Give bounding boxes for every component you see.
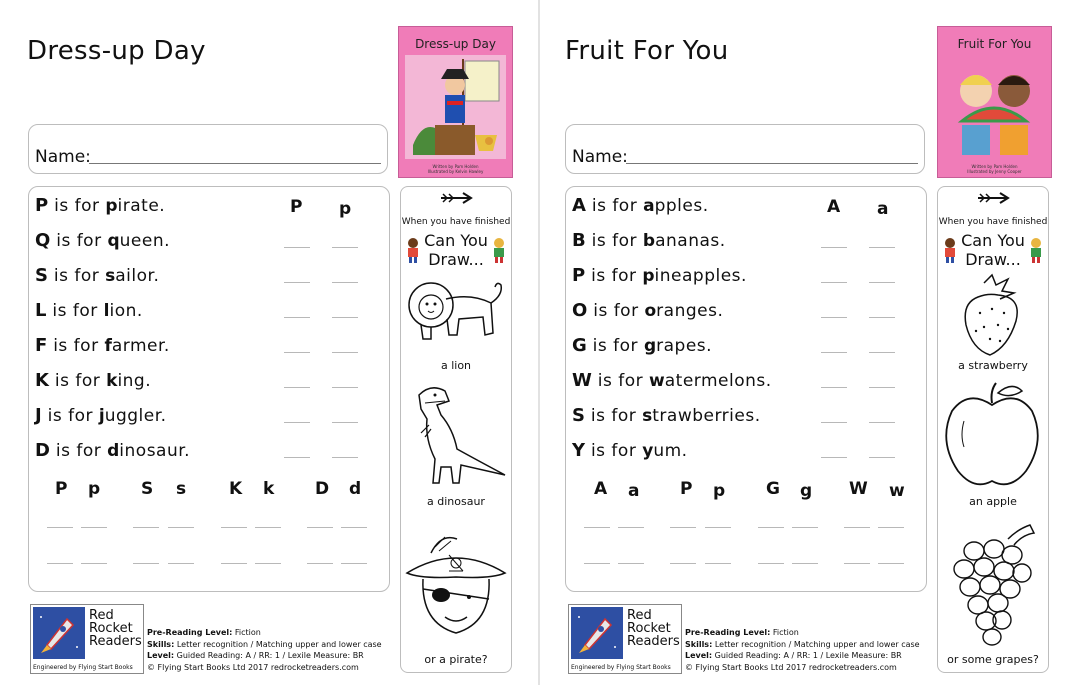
sentence-text: is for	[47, 336, 105, 356]
match-letter: p	[88, 479, 101, 499]
match-letter: w	[889, 481, 905, 501]
picture-caption: a dinosaur	[427, 495, 485, 508]
worksheet-title: Dress-up Day	[27, 36, 206, 66]
sentence-row	[35, 265, 159, 289]
strawberry-illustration	[938, 273, 1048, 359]
match-letter: p	[713, 481, 726, 501]
match-letter: K	[229, 479, 243, 499]
word-rest: irate.	[117, 196, 166, 216]
logo-readers: Readers	[627, 634, 680, 649]
answer-blank[interactable]	[221, 563, 247, 564]
sentence-row	[572, 440, 688, 464]
sentence-text: is for	[591, 371, 650, 391]
word-initial: b	[642, 231, 656, 251]
sentence-letter: O	[572, 300, 588, 321]
logo-red: Red	[627, 608, 652, 623]
match-letter: G	[766, 479, 780, 499]
word-initial: o	[644, 301, 657, 321]
sentence-text: is for	[48, 371, 107, 391]
name-box	[28, 124, 388, 174]
word-rest: ineapples.	[654, 266, 747, 286]
answer-blank[interactable]	[869, 387, 895, 388]
answer-blank[interactable]	[869, 457, 895, 458]
book-info	[147, 627, 382, 673]
logo-rocket: Rocket	[627, 621, 671, 636]
sentence-row	[35, 370, 151, 394]
match-letter: P	[680, 479, 693, 499]
pirate-illustration	[401, 533, 511, 649]
word-rest: ananas.	[655, 231, 726, 251]
logo-rocket: Rocket	[89, 621, 133, 636]
sentence-text: is for	[50, 231, 108, 251]
answer-blank[interactable]	[341, 527, 367, 528]
word-rest: ueen.	[119, 231, 171, 251]
info-guided-label: Level:	[685, 651, 713, 660]
worksheet-fruit-for-you	[540, 0, 1078, 685]
picture-caption: or a pirate?	[424, 653, 488, 666]
info-guided: Guided Reading: A / RR: 1 / Lexile Measure: BR	[712, 651, 902, 660]
answer-blank[interactable]	[869, 352, 895, 353]
sentence-letter: S	[35, 265, 48, 286]
draw-line: Draw...	[428, 250, 484, 269]
match-letter: a	[628, 481, 640, 501]
answer-blank[interactable]	[869, 317, 895, 318]
word-initial: p	[642, 266, 655, 286]
answer-blank[interactable]	[284, 422, 310, 423]
sentence-text: is for	[41, 406, 99, 426]
info-skills: Letter recognition / Matching upper and lower case	[174, 639, 382, 649]
answer-blank[interactable]	[878, 527, 904, 528]
answer-blank[interactable]	[332, 352, 358, 353]
match-letter: k	[263, 479, 275, 499]
answer-blank[interactable]	[821, 457, 847, 458]
picture-caption: an apple	[969, 495, 1017, 508]
word-initial: g	[643, 336, 657, 356]
info-level-label: Pre-Reading Level:	[147, 628, 233, 637]
sentence-row	[35, 335, 170, 359]
answer-blank[interactable]	[307, 527, 333, 528]
answer-blank[interactable]	[792, 527, 818, 528]
can-you-draw-heading	[938, 231, 1048, 269]
answer-blank[interactable]	[584, 563, 610, 564]
word-rest: ing.	[117, 371, 152, 391]
sentence-letter: Q	[35, 230, 51, 251]
answer-blank[interactable]	[821, 387, 847, 388]
sentence-text: is for	[584, 406, 643, 426]
sentence-letter: P	[572, 265, 586, 286]
word-initial: d	[107, 441, 120, 461]
answer-blank[interactable]	[844, 527, 870, 528]
word-rest: armer.	[111, 336, 170, 356]
answer-blank[interactable]	[332, 422, 358, 423]
cover-illustrator: Illustrated by Jenny Cooper	[967, 169, 1022, 174]
book-info	[685, 627, 920, 673]
match-letter: d	[349, 479, 362, 499]
sentence-text: is for	[587, 301, 645, 321]
answer-blank[interactable]	[821, 247, 847, 248]
match-letter: D	[315, 479, 330, 499]
answer-blank[interactable]	[821, 422, 847, 423]
sentence-letter: A	[572, 195, 586, 216]
drawing-sidebar	[937, 186, 1049, 673]
answer-blank[interactable]	[758, 563, 784, 564]
sentence-letter: P	[35, 195, 49, 216]
answer-blank[interactable]	[869, 282, 895, 283]
answer-blank[interactable]	[255, 527, 281, 528]
answer-blank[interactable]	[168, 563, 194, 564]
word-rest: ranges.	[656, 301, 724, 321]
answer-blank[interactable]	[332, 282, 358, 283]
letter-practice-box	[565, 186, 927, 592]
answer-blank[interactable]	[332, 387, 358, 388]
sentence-text: is for	[585, 196, 644, 216]
word-rest: pples.	[654, 196, 709, 216]
cover-credits	[938, 164, 1051, 174]
sentence-row	[35, 440, 190, 464]
sentence-text: is for	[46, 301, 104, 321]
answer-blank[interactable]	[821, 282, 847, 283]
sentence-row	[35, 195, 165, 219]
answer-blank[interactable]	[47, 563, 73, 564]
answer-blank[interactable]	[221, 527, 247, 528]
answer-blank[interactable]	[869, 422, 895, 423]
answer-blank[interactable]	[341, 563, 367, 564]
sentence-letter: S	[572, 405, 585, 426]
answer-blank[interactable]	[844, 563, 870, 564]
can-you-draw-heading	[401, 231, 511, 269]
word-initial: q	[107, 231, 120, 251]
sentence-row	[572, 265, 747, 289]
cover-title: Fruit For You	[957, 37, 1032, 51]
draw-line: Draw...	[965, 250, 1021, 269]
cover-author: Written by Pam Holden	[971, 164, 1018, 169]
word-rest: inosaur.	[119, 441, 191, 461]
picture-caption: a strawberry	[958, 359, 1028, 372]
sentence-letter: G	[572, 335, 587, 356]
sentence-row	[35, 230, 170, 254]
sentence-row	[572, 230, 726, 254]
example-lower: p	[339, 199, 352, 219]
letter-practice-box	[28, 186, 390, 592]
name-label: Name:	[572, 147, 628, 167]
info-level: Fiction	[232, 628, 261, 637]
sentence-text: is for	[47, 266, 106, 286]
answer-blank[interactable]	[792, 563, 818, 564]
word-initial: j	[98, 406, 105, 426]
info-guided: Guided Reading: A / RR: 1 / Lexile Measure: BR	[174, 651, 364, 660]
match-letter: s	[176, 479, 187, 499]
answer-blank[interactable]	[584, 527, 610, 528]
sentence-text: is for	[49, 441, 108, 461]
sentence-row	[35, 300, 143, 324]
info-guided-label: Level:	[147, 651, 175, 660]
word-rest: ailor.	[115, 266, 160, 286]
logo-wordmark	[627, 609, 680, 648]
rocket-icon	[33, 607, 85, 659]
rocket-icon	[571, 607, 623, 659]
word-rest: atermelons.	[664, 371, 772, 391]
answer-blank[interactable]	[284, 247, 310, 248]
match-letter: A	[594, 479, 608, 499]
sentence-letter: B	[572, 230, 586, 251]
info-level: Fiction	[770, 628, 799, 637]
word-initial: w	[649, 371, 665, 391]
info-skills-label: Skills:	[685, 639, 713, 649]
sentence-letter: J	[35, 405, 42, 426]
word-rest: ion.	[109, 301, 143, 321]
answer-blank[interactable]	[332, 457, 358, 458]
logo-red: Red	[89, 608, 114, 623]
cover-credits	[399, 164, 512, 174]
worksheet-title: Fruit For You	[565, 36, 729, 66]
fruit-cover-illustration	[944, 55, 1045, 159]
sentence-row	[572, 405, 761, 429]
logo-footer: Engineered by Flying Start Books	[571, 664, 671, 671]
example-lower: a	[877, 199, 889, 219]
sentence-row	[572, 370, 772, 394]
answer-blank[interactable]	[821, 317, 847, 318]
when-finished-text: When you have finished	[938, 217, 1048, 227]
answer-blank[interactable]	[133, 527, 159, 528]
cover-title: Dress-up Day	[415, 37, 496, 51]
logo-wordmark	[89, 609, 142, 648]
word-rest: rapes.	[656, 336, 713, 356]
answer-blank[interactable]	[332, 247, 358, 248]
sentence-row	[572, 195, 709, 219]
word-initial: k	[106, 371, 118, 391]
answer-blank[interactable]	[670, 527, 696, 528]
answer-blank[interactable]	[284, 282, 310, 283]
word-initial: y	[642, 441, 654, 461]
sentence-text: is for	[585, 266, 643, 286]
answer-blank[interactable]	[47, 527, 73, 528]
sentence-text: is for	[48, 196, 106, 216]
sentence-row	[35, 405, 167, 429]
answer-blank[interactable]	[332, 317, 358, 318]
answer-blank[interactable]	[705, 527, 731, 528]
answer-blank[interactable]	[878, 563, 904, 564]
name-box	[565, 124, 925, 174]
answer-blank[interactable]	[81, 563, 107, 564]
book-cover	[937, 26, 1052, 178]
answer-blank[interactable]	[81, 527, 107, 528]
arrow-icon	[439, 191, 475, 205]
answer-blank[interactable]	[618, 563, 644, 564]
red-rocket-readers-logo	[568, 604, 682, 674]
info-level-label: Pre-Reading Level:	[685, 628, 771, 637]
answer-blank[interactable]	[284, 352, 310, 353]
can-you-line: Can You	[424, 231, 488, 250]
info-copyright: © Flying Start Books Ltd 2017 redrocketreaders.com	[685, 662, 897, 672]
picture-caption: or some grapes?	[947, 653, 1039, 666]
word-rest: trawberries.	[652, 406, 761, 426]
answer-blank[interactable]	[821, 352, 847, 353]
match-letter: P	[55, 479, 68, 499]
name-label: Name:	[35, 147, 91, 167]
pirate-cover-illustration	[405, 55, 506, 159]
sentence-row	[572, 335, 712, 359]
sentence-letter: W	[572, 370, 592, 391]
logo-footer: Engineered by Flying Start Books	[33, 664, 133, 671]
match-letter: W	[849, 479, 868, 499]
cover-illustrator: Illustrated by Kelvin Hawley	[427, 169, 484, 174]
answer-blank[interactable]	[133, 563, 159, 564]
name-write-line[interactable]	[89, 163, 381, 164]
info-skills: Letter recognition / Matching upper and lower case	[712, 639, 920, 649]
sentence-letter: L	[35, 300, 47, 321]
lion-illustration	[401, 273, 511, 357]
cover-author: Written by Pam Holden	[432, 164, 479, 169]
sentence-letter: D	[35, 440, 50, 461]
answer-blank[interactable]	[618, 527, 644, 528]
word-initial: a	[643, 196, 655, 216]
answer-blank[interactable]	[705, 563, 731, 564]
answer-blank[interactable]	[255, 563, 281, 564]
apple-illustration	[938, 381, 1048, 493]
info-copyright: © Flying Start Books Ltd 2017 redrocketreaders.com	[147, 662, 359, 672]
dinosaur-illustration	[401, 379, 511, 495]
sentence-letter: K	[35, 370, 49, 391]
answer-blank[interactable]	[168, 527, 194, 528]
answer-blank[interactable]	[307, 563, 333, 564]
word-initial: s	[105, 266, 116, 286]
word-rest: um.	[653, 441, 688, 461]
word-initial: s	[642, 406, 653, 426]
grapes-illustration	[938, 521, 1048, 651]
picture-caption: a lion	[440, 359, 472, 372]
word-initial: l	[103, 301, 110, 321]
answer-blank[interactable]	[758, 527, 784, 528]
can-you-line: Can You	[961, 231, 1025, 250]
sentence-text: is for	[585, 231, 643, 251]
arrow-icon	[976, 191, 1012, 205]
word-rest: uggler.	[104, 406, 167, 426]
word-initial: f	[104, 336, 112, 356]
match-letter: g	[800, 481, 813, 501]
red-rocket-readers-logo	[30, 604, 144, 674]
info-skills-label: Skills:	[147, 639, 175, 649]
sentence-letter: Y	[572, 440, 586, 461]
when-finished-text: When you have finished	[401, 217, 511, 227]
answer-blank[interactable]	[284, 457, 310, 458]
answer-blank[interactable]	[670, 563, 696, 564]
answer-blank[interactable]	[284, 387, 310, 388]
sentence-row	[572, 300, 723, 324]
drawing-sidebar	[400, 186, 512, 673]
word-initial: p	[105, 196, 118, 216]
book-cover	[398, 26, 513, 178]
worksheet-dress-up-day	[0, 0, 538, 685]
example-upper: P	[290, 197, 303, 217]
sentence-text: is for	[586, 336, 644, 356]
name-write-line[interactable]	[626, 163, 918, 164]
example-upper: A	[827, 197, 841, 217]
answer-blank[interactable]	[284, 317, 310, 318]
answer-blank[interactable]	[869, 247, 895, 248]
sentence-letter: F	[35, 335, 48, 356]
sentence-text: is for	[585, 441, 643, 461]
logo-readers: Readers	[89, 634, 142, 649]
match-letter: S	[141, 479, 154, 499]
